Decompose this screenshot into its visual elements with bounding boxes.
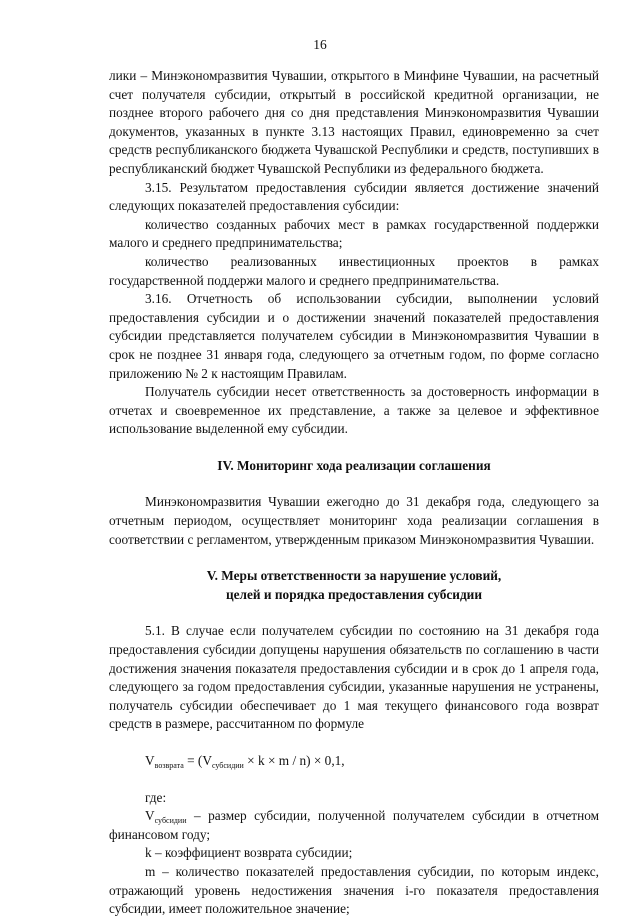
formula-sub-subsidy: субсидии xyxy=(211,761,244,770)
paragraph-3-15: 3.15. Результатом предоставления субсидии является достижение значений следующих показателей предоставления субсидии: xyxy=(109,179,599,214)
section-4-heading: IV. Мониторинг хода реализации соглашения xyxy=(217,457,491,473)
where-label: где: xyxy=(145,789,167,805)
paragraph-responsibility: Получатель субсидии несет ответственность за достоверность информации в отчетах и своевременное их представление, а также за целевое и эффективное использование выделенной ему субсидии. xyxy=(109,384,599,437)
document-body xyxy=(109,67,599,919)
def-v-sub: субсидии xyxy=(154,816,187,826)
formula-sub-return: возврата xyxy=(154,761,184,770)
def-v-text: – размер субсидии, полученной получателем субсидии в отчетном финансовом году; xyxy=(109,808,599,842)
return-formula xyxy=(109,752,599,771)
definition-v xyxy=(109,807,599,844)
paragraph-projects-indicator: количество реализованных инвестиционных проектов в рамках государственной поддержи малого и среднего предпринимательства. xyxy=(109,253,599,288)
section-4-text: Минэкономразвития Чувашии ежегодно до 31 декабря года, следующего за отчетным периодом, осуществляет мониторинг хода реализации соглашения в соответствии с регламентом, утвержденным приказом Минэкономразвития Чувашии. xyxy=(109,494,599,547)
paragraph-3-16: 3.16. Отчетность об использовании субсидии, выполнении условий предоставления субсидии и о достижении значений показателей предоставления субсидии представляется получателем субсидии в Минэкономразвития Чувашии в срок не позднее 31 января года, следующего за отчетным годом, по форме согласно приложению № 2 к настоящим Правилам. xyxy=(109,291,599,381)
formula-rest: × k × m / n) × 0,1, xyxy=(243,753,345,768)
def-v-symbol: V xyxy=(145,808,155,824)
formula-v: V xyxy=(145,753,155,768)
section-5-heading-line1: V. Меры ответственности за нарушение условий, xyxy=(206,568,502,584)
definition-m: m – количество показателей предоставления субсидии, по которым индекс, отражающий уровень недостижения значения i-го показателя предоставления субсидии, имеет положительное значение; xyxy=(109,863,599,917)
definition-k: k – коэффициент возврата субсидии; xyxy=(145,845,353,861)
section-5-heading-line2: целей и порядка предоставления субсидии xyxy=(225,586,483,602)
paragraph-jobs-indicator: количество созданных рабочих мест в рамках государственной поддержки малого и среднего предпринимательства; xyxy=(109,216,599,251)
formula-middle: = (V xyxy=(183,753,212,768)
page-number: 16 xyxy=(313,37,327,52)
paragraph-5-1: 5.1. В случае если получателем субсидии по состоянию на 31 декабря года предоставления субсидии допущены нарушения обязательств по соглашению в части достижения значения показателя предоставления субсидии и в срок до 1 апреля года, следующего за годом предоставления субсидии, указанные нарушения не устранены, получатель субсидии обеспечивает до 1 мая текущего финансового года возврат средств в размере, рассчитанном по формуле xyxy=(109,623,599,732)
paragraph-payment: лики – Минэкономразвития Чувашии, открытого в Минфине Чувашии, на расчетный счет получателя субсидии, открытый в российской кредитной организации, не позднее второго рабочего дня со дня представления Минэкономразвития Чувашии документов, указанных в пункте 3.13 настоящих Правил, единовременно за счет средств республиканского бюджета Чувашской Республики и средств, поступивших в республиканский бюджет Чувашской Республики из федерального бюджета. xyxy=(109,68,599,176)
